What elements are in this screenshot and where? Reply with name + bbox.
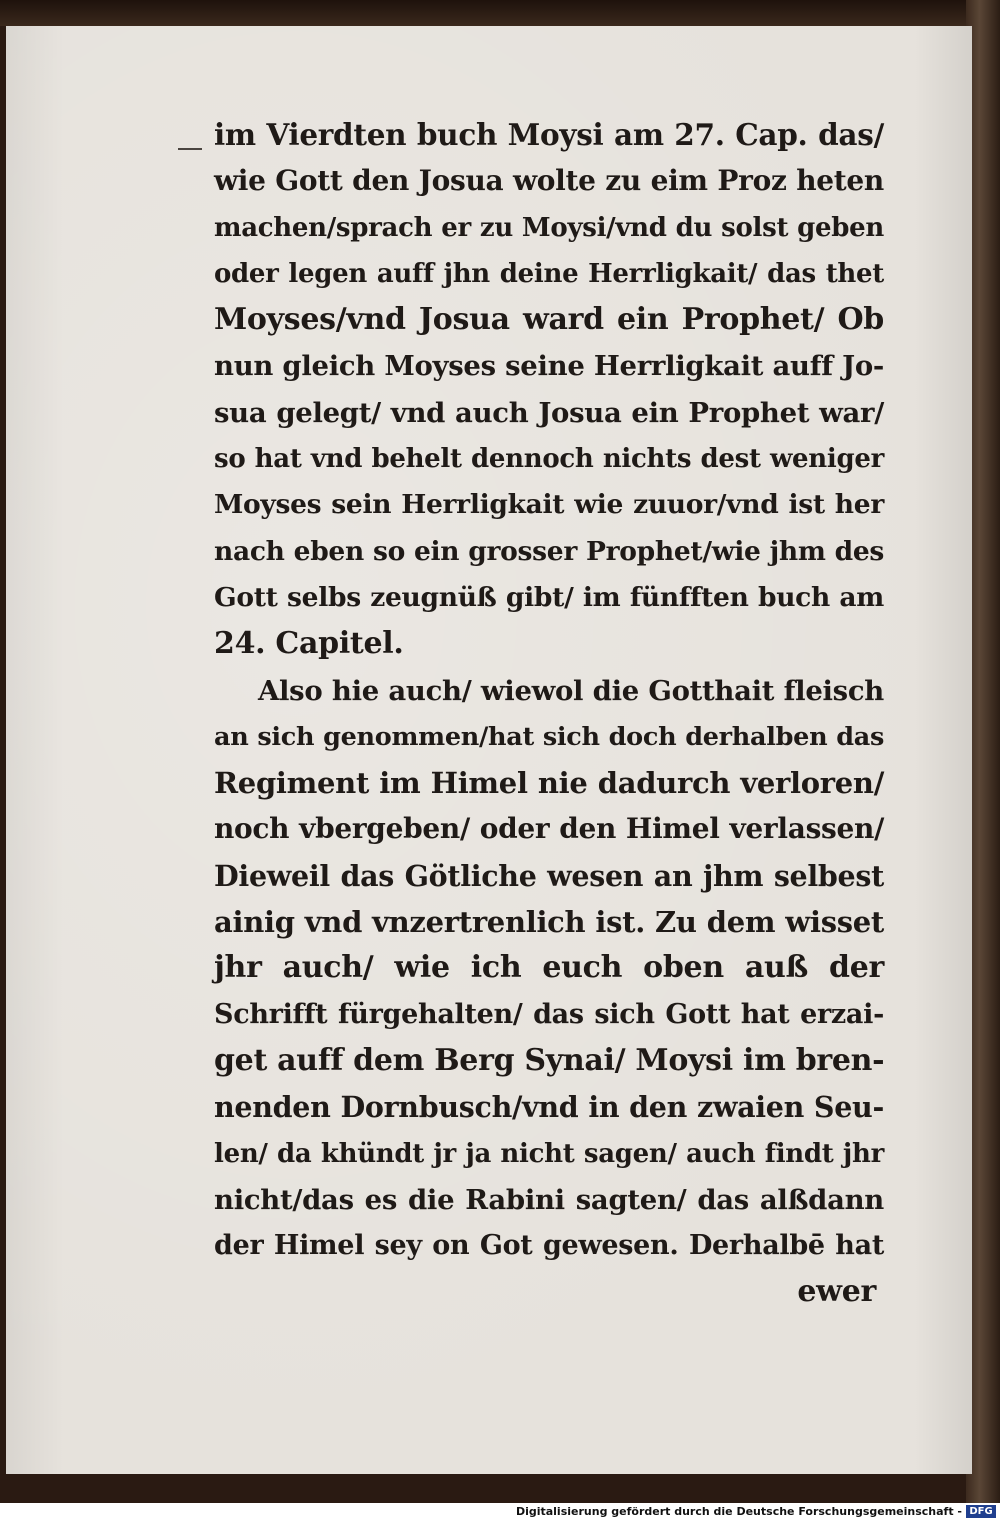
text-line: Gott selbs zeugnüß gibt/ im fünfften buch am: [214, 581, 884, 613]
text-line: 24. Capitel.: [214, 626, 404, 662]
text-line: ainig vnd vnzertrenlich ist. Zu dem wisset: [214, 905, 884, 940]
catchword: ewer: [797, 1274, 876, 1310]
text-line: get auff dem Berg Synai/ Moysi im bren-: [214, 1042, 885, 1078]
page-text-block: [214, 112, 884, 1316]
paragraph-start-line: Also hie auch/ wiewol die Gotthait fleisch: [258, 674, 884, 707]
text-line: len/ da khündt jr ja nicht sagen/ auch findt jhr: [214, 1138, 884, 1169]
margin-mark: [178, 148, 202, 150]
text-line: Schrifft fürgehalten/ das sich Gott hat erzai-: [214, 998, 884, 1030]
text-line: sua gelegt/ vnd auch Josua ein Prophet war/: [214, 396, 884, 429]
text-line: nach eben so ein grosser Prophet/wie jhm des: [214, 535, 884, 567]
text-line: nicht/das es die Rabini sagten/ das alßdann: [214, 1183, 884, 1216]
text-line: nenden Dornbusch/vnd in den zwaien Seu-: [214, 1090, 884, 1125]
text-line: an sich genommen/hat sich doch derhalben das: [214, 721, 884, 752]
text-line: Regiment im Himel nie dadurch verloren/: [214, 766, 884, 801]
text-line: Moyses sein Herrligkait wie zuuor/vnd ist her: [214, 489, 884, 521]
text-line: oder legen auff jhn deine Herrligkait/ das thet: [214, 258, 884, 289]
text-line: der Himel sey on Got gewesen. Derhalbē hat: [214, 1230, 884, 1262]
text-line: im Vierdten buch Moysi am 27. Cap. das/: [214, 117, 884, 152]
footer-bar: [0, 1503, 1000, 1521]
text-line: Moyses/vnd Josua ward ein Prophet/ Ob: [214, 302, 884, 338]
scan-edge-top: [0, 0, 1000, 26]
text-line: machen/sprach er zu Moysi/vnd du solst geben: [214, 212, 884, 243]
text-line: so hat vnd behelt dennoch nichts dest weniger: [214, 444, 884, 475]
text-line: jhr auch/ wie ich euch oben auß der: [214, 950, 884, 986]
funding-credit: Digitalisierung gefördert durch die Deutsche Forschungsgemeinschaft -: [515, 1505, 962, 1518]
text-line: wie Gott den Josua wolte zu eim Proz heten: [214, 164, 884, 198]
dfg-logo[interactable]: DFG: [966, 1505, 996, 1518]
text-line: nun gleich Moyses seine Herrligkait auff Jo-: [214, 350, 884, 383]
text-line: Dieweil das Götliche wesen an jhm selbest: [214, 858, 884, 893]
text-line: noch vbergeben/ oder den Himel verlassen/: [214, 812, 884, 846]
